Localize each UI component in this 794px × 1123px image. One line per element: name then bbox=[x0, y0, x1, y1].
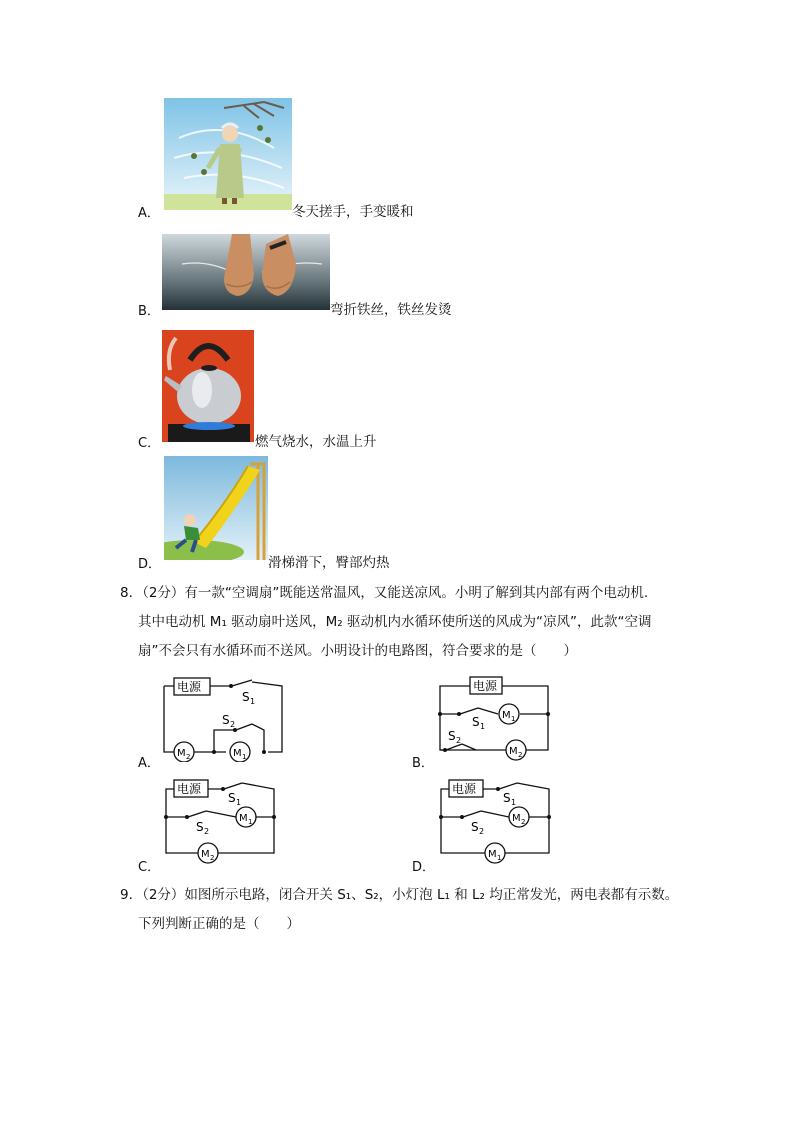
power-label: 电源 bbox=[177, 782, 202, 796]
switch-subscript: 1 bbox=[511, 798, 517, 807]
switch-subscript: 2 bbox=[456, 736, 462, 745]
switch-label: S bbox=[196, 820, 204, 834]
switch-subscript: 1 bbox=[250, 697, 256, 706]
option-a-letter: A． bbox=[138, 206, 160, 221]
motor-label: M bbox=[512, 813, 521, 824]
circuit-a bbox=[160, 676, 290, 762]
option-c-image bbox=[162, 330, 254, 442]
q9-text-line-2: 下列判断正确的是（ ） bbox=[138, 916, 300, 932]
option-d-letter: D． bbox=[138, 557, 162, 572]
option-d-image bbox=[164, 456, 268, 560]
motor-subscript: 2 bbox=[186, 753, 191, 761]
motor-subscript: 2 bbox=[210, 854, 215, 862]
power-label: 电源 bbox=[473, 679, 498, 693]
power-label: 电源 bbox=[452, 782, 477, 796]
switch-subscript: 1 bbox=[480, 722, 486, 731]
wind-figure-illustration bbox=[164, 98, 292, 210]
motor-label: M bbox=[177, 748, 186, 759]
option-d-caption: 滑梯滑下，臀部灼热 bbox=[268, 555, 390, 571]
option-b-caption: 弯折铁丝，铁丝发烫 bbox=[330, 302, 452, 318]
motor-label: M bbox=[239, 813, 248, 824]
power-label: 电源 bbox=[177, 680, 202, 694]
switch-subscript: 2 bbox=[204, 827, 210, 836]
switch-label: S bbox=[503, 791, 511, 805]
slide-illustration bbox=[164, 456, 268, 560]
q8-option-a-letter: A． bbox=[138, 756, 160, 771]
motor-label: M bbox=[201, 849, 210, 860]
motor-subscript: 1 bbox=[497, 854, 502, 862]
motor-subscript: 1 bbox=[248, 818, 253, 826]
switch-subscript: 1 bbox=[236, 798, 242, 807]
motor-label: M bbox=[509, 746, 518, 757]
circuit-b bbox=[436, 672, 552, 762]
q8-text-line-2: 其中电动机 M₁ 驱动扇叶送风，M₂ 驱动机内水循环使所送的风成为“凉风”，此款“空调 bbox=[138, 614, 652, 630]
q8-text-line-3: 扇”不会只有水循环而不送风。小明设计的电路图，符合要求的是（ ） bbox=[138, 643, 577, 659]
option-c-letter: C． bbox=[138, 436, 161, 451]
switch-label: S bbox=[448, 729, 456, 743]
option-b-image bbox=[162, 234, 330, 310]
switch-subscript: 2 bbox=[230, 720, 236, 729]
motor-label: M bbox=[488, 849, 497, 860]
circuit-c bbox=[162, 775, 280, 865]
switch-label: S bbox=[472, 715, 480, 729]
motor-label: M bbox=[233, 748, 242, 759]
q9-text-line-1: 9．（2分）如图所示电路，闭合开关 S₁、S₂，小灯泡 L₁ 和 L₂ 均正常发光，两电表都有示数。 bbox=[120, 887, 679, 903]
switch-subscript: 2 bbox=[479, 827, 485, 836]
switch-label: S bbox=[222, 713, 230, 727]
motor-subscript: 1 bbox=[511, 715, 516, 723]
switch-label: S bbox=[228, 791, 236, 805]
motor-subscript: 2 bbox=[521, 818, 526, 826]
option-a-image bbox=[164, 98, 292, 210]
q8-option-d-letter: D． bbox=[412, 860, 436, 875]
switch-label: S bbox=[242, 690, 250, 704]
option-b-letter: B． bbox=[138, 304, 160, 319]
motor-subscript: 1 bbox=[242, 753, 247, 761]
circuit-d bbox=[437, 775, 555, 865]
motor-subscript: 2 bbox=[518, 751, 523, 759]
option-c-caption: 燃气烧水，水温上升 bbox=[255, 434, 377, 450]
kettle-illustration bbox=[162, 330, 254, 442]
option-a-caption: 冬天搓手，手变暖和 bbox=[292, 204, 414, 220]
switch-label: S bbox=[471, 820, 479, 834]
q8-option-c-letter: C． bbox=[138, 860, 161, 875]
bending-wire-illustration bbox=[162, 234, 330, 310]
q8-text-line-1: 8．（2分）有一款“空调扇”既能送常温风，又能送凉风。小明了解到其内部有两个电动机. bbox=[120, 585, 649, 601]
q8-option-b-letter: B． bbox=[412, 756, 434, 771]
motor-label: M bbox=[502, 710, 511, 721]
